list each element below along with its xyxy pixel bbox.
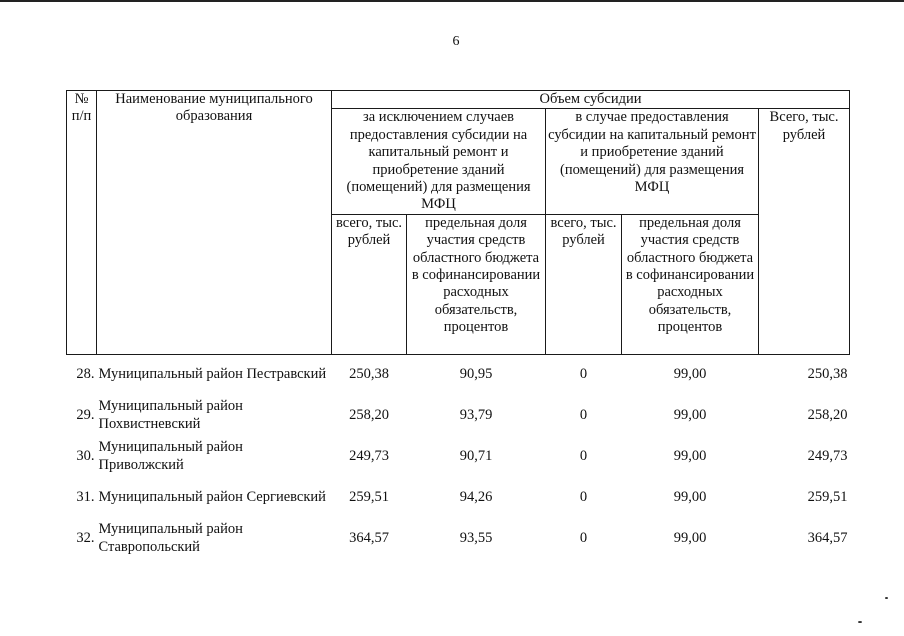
page-number: 6 — [452, 34, 460, 49]
row-a-total: 258,20 — [349, 407, 389, 424]
row-a-total: 249,73 — [349, 448, 389, 465]
row-b-total: 0 — [579, 448, 588, 465]
header-group-b: в случае предоставления субсидии на капитальный ремонт и приобретение зданий (помещений) для размещения МФЦ — [546, 109, 759, 214]
row-b-share: 99,00 — [673, 448, 707, 465]
row-total: 250,38 — [807, 366, 848, 383]
row-b-total: 0 — [579, 530, 588, 547]
header-num: № п/п — [67, 91, 97, 355]
scan-speck — [858, 621, 862, 623]
row-total: 258,20 — [807, 407, 848, 424]
row-name: Муниципальный район Пестравский — [98, 366, 327, 383]
scan-edge — [0, 0, 904, 2]
table-row — [67, 518, 850, 559]
row-b-total: 0 — [579, 407, 588, 424]
row-a-share: 90,95 — [459, 366, 493, 383]
row-b-share: 99,00 — [673, 489, 707, 506]
row-a-total: 259,51 — [349, 489, 389, 506]
row-name: Муниципальный район Похвистневский — [98, 398, 243, 432]
row-b-share: 99,00 — [673, 366, 707, 383]
row-a-total: 364,57 — [349, 530, 389, 547]
row-b-total: 0 — [579, 366, 588, 383]
table-row — [67, 354, 850, 395]
header-total: Всего, тыс. рублей — [759, 109, 850, 354]
row-name: Муниципальный район Сергиевский — [98, 489, 326, 506]
row-b-share: 99,00 — [673, 530, 707, 547]
row-b-share: 99,00 — [673, 407, 707, 424]
row-num: 32. — [76, 530, 95, 547]
row-total: 259,51 — [807, 489, 848, 506]
row-total: 364,57 — [807, 530, 848, 547]
subsidy-table — [66, 90, 850, 559]
row-total: 249,73 — [807, 448, 848, 465]
row-b-total: 0 — [579, 489, 588, 506]
header-a-share: предельная доля участия средств областного бюджета в софинансировании расходных обязательств, процентов — [407, 214, 546, 354]
table-row — [67, 436, 850, 477]
header-volume: Объем субсидии — [332, 91, 850, 109]
row-a-share: 93,55 — [459, 530, 493, 547]
table-row — [67, 477, 850, 518]
row-num: 28. — [76, 366, 95, 383]
scan-speck — [885, 597, 888, 599]
row-a-share: 94,26 — [459, 489, 493, 506]
row-a-total: 250,38 — [349, 366, 389, 383]
table-row — [67, 395, 850, 436]
row-a-share: 90,71 — [459, 448, 493, 465]
row-name: Муниципальный район Ставропольский — [98, 521, 243, 555]
header-b-share: предельная доля участия средств областного бюджета в софинансировании расходных обязательств, процентов — [622, 214, 759, 354]
row-num: 30. — [76, 448, 95, 465]
row-a-share: 93,79 — [459, 407, 493, 424]
header-a-total: всего, тыс. рублей — [332, 214, 407, 354]
header-name: Наименование муниципального образования — [97, 91, 332, 355]
row-name: Муниципальный район Приволжский — [98, 439, 243, 473]
row-num: 31. — [76, 489, 95, 506]
row-num: 29. — [76, 407, 95, 424]
header-group-a: за исключением случаев предоставления субсидии на капитальный ремонт и приобретение зданий (помещений) для размещения МФЦ — [332, 109, 546, 214]
header-b-total: всего, тыс. рублей — [546, 214, 622, 354]
